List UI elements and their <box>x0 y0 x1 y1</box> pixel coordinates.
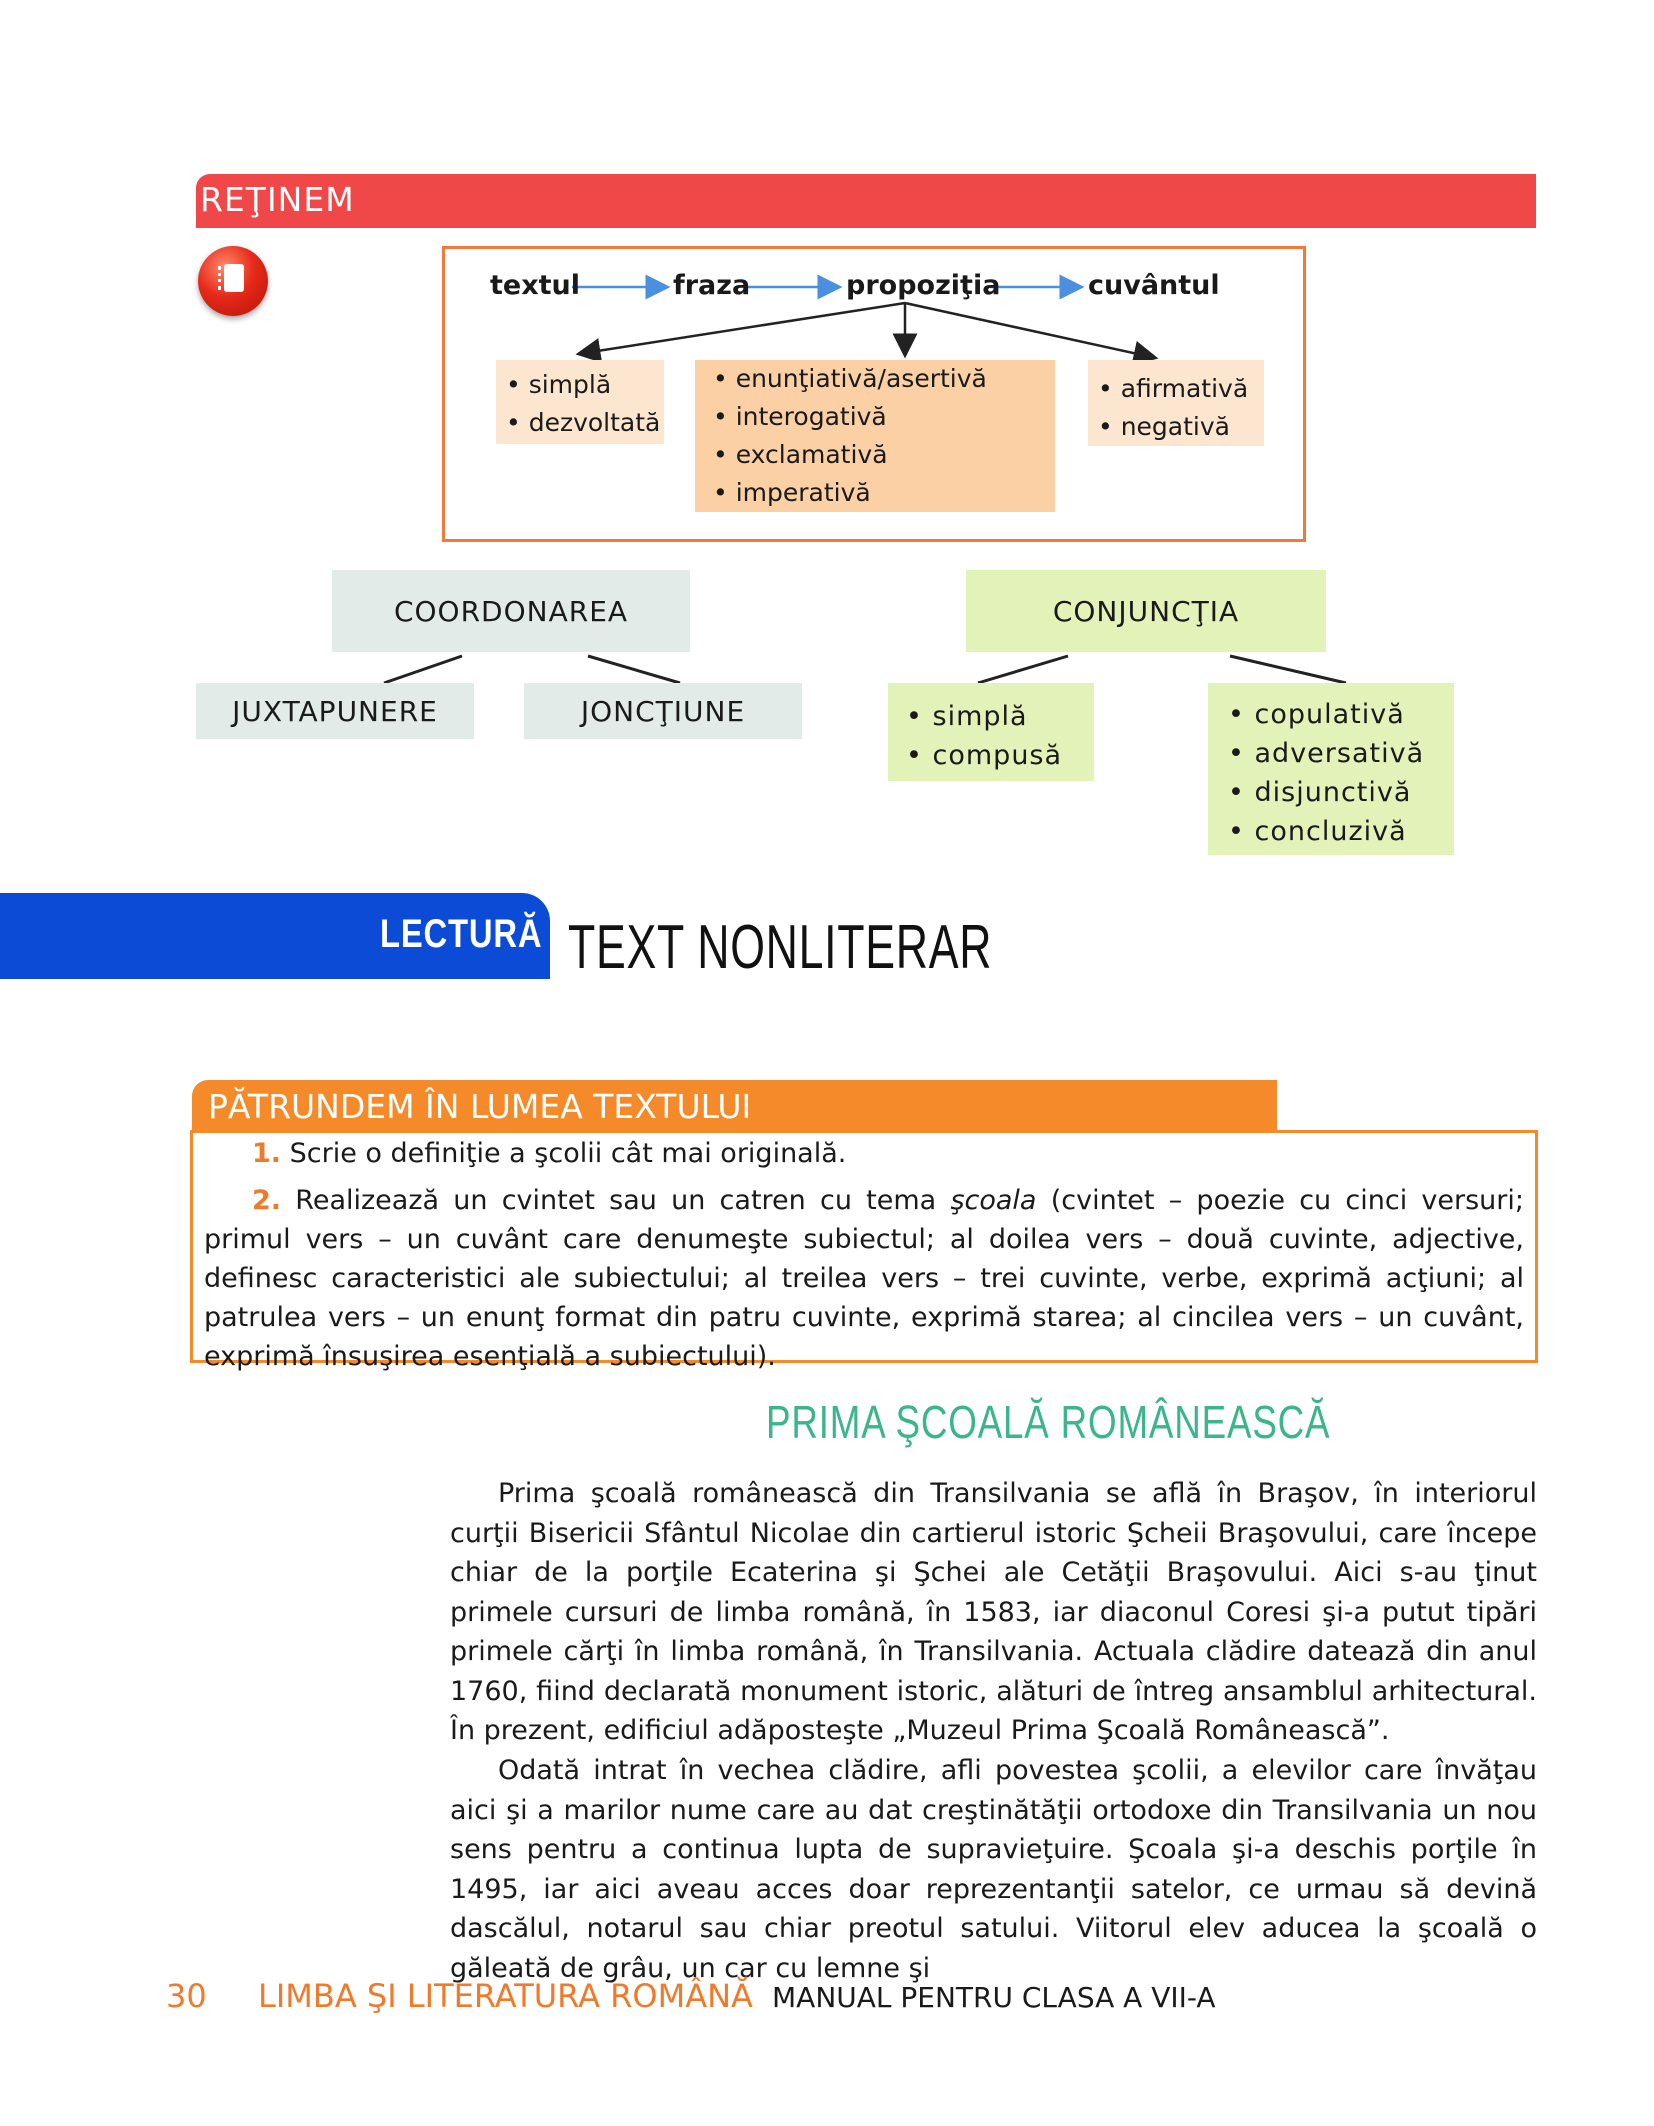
article-paragraph-1: Prima şcoală românească din Transilvania se află în Braşov, în interiorul curţii Bisericii Sfântul Nicolae din cartierul istoric Şcheii Braşovului, care începe chiar de la porţile Ecaterina şi Şchei ale Cetăţii Braşovului. Aici s-au ţinut primele cursuri de limba română, în 1583, iar diaconul Coresi şi-a putut tipări primele cărţi în limba română, în Transilvania. Actuala clădire datează din anul 1760, fiind declarată monument istoric, alături de întreg ansamblul arhitectural. În prezent, edificiul adăposteşte „Muzeul Prima Şcoală Românească”. <box>450 1478 1537 1746</box>
list-item: • interogativă <box>713 398 1055 436</box>
list-item: • copulativă <box>1228 695 1454 734</box>
flow-cuvantul: cuvântul <box>1088 270 1220 301</box>
patrundem-title: PĂTRUNDEM ÎN LUMEA TEXTULUI <box>208 1087 752 1126</box>
article-paragraph-2: Odată intrat în vechea clădire, afli povestea şcolii, a elevilor care învăţau aici şi a marilor nume care au dat creştinătăţii ortodoxe din Transilvania un nou sens pentru a continua lupta de supravieţuire. Şcoala şi-a deschis porţile în 1495, iar aici aveau acces doar reprezentanţii satelor, ce urmau să devină dascălul, notarul sau chiar preotul satului. Viitorul elev aducea la şcoală o găleată de grâu, un car cu lemne şi <box>450 1755 1537 1984</box>
sentence-polarity-box <box>1088 360 1264 446</box>
flow-textul: textul <box>490 270 581 301</box>
lectura-label: LECTURĂ <box>380 912 543 956</box>
task-1-number: 1. <box>252 1138 282 1169</box>
list-item: • exclamativă <box>713 436 1055 474</box>
task-2-text-a: Realizează un cvintet sau un catren cu tema <box>295 1185 937 1216</box>
task-1-text: Scrie o definiţie a şcolii cât mai originală. <box>289 1138 847 1169</box>
footer-subtitle: MANUAL PENTRU CLASA A VII-A <box>772 1981 1216 2014</box>
page-number: 30 <box>166 1977 207 2015</box>
sentence-type-box <box>496 360 664 444</box>
list-item: • concluzivă <box>1228 812 1454 851</box>
list-item: • dezvoltată <box>506 404 664 442</box>
flow-fraza: fraza <box>673 270 751 301</box>
article-title: PRIMA ŞCOALĂ ROMÂNEASCĂ <box>766 1396 1331 1448</box>
list-item: • adversativă <box>1228 734 1454 773</box>
juxtapunere-box: JUXTAPUNERE <box>196 683 474 739</box>
conjunctia-type-box <box>1208 683 1454 855</box>
list-item: • simplă <box>906 697 1094 736</box>
task-2-text-b: (cvintet – poezie cu cinci versuri; primul vers – un cuvânt care denumeşte subiectul; al doilea vers – două cuvinte, adjective, definesc caracteristici ale subiectului; al treilea vers – trei cuvinte, verbe, exprimă acţiuni; al patrulea vers – un enunţ format din patru cuvinte, exprimă starea; al cincilea vers – un cuvânt, exprimă însuşirea esenţială a subiectului). <box>204 1185 1524 1372</box>
task-2-emphasis: şcoala <box>950 1185 1037 1216</box>
list-item: • imperativă <box>713 474 1055 512</box>
retinem-title: REŢINEM <box>200 180 355 219</box>
task-2-number: 2. <box>252 1185 282 1216</box>
conjunctia-box: CONJUNCŢIA <box>966 570 1326 652</box>
lectura-title: TEXT NONLITERAR <box>568 913 993 982</box>
list-item: • enunţiativă/asertivă <box>713 360 1055 398</box>
jonctiune-box: JONCŢIUNE <box>524 683 802 739</box>
coordonarea-box: COORDONAREA <box>332 570 690 652</box>
footer-title: LIMBA ŞI LITERATURA ROMÂNĂ <box>258 1977 753 2015</box>
list-item: • negativă <box>1098 408 1264 446</box>
list-item: • compusă <box>906 736 1094 775</box>
list-item: • simplă <box>506 366 664 404</box>
task-1 <box>252 1134 1522 1173</box>
list-item: • afirmativă <box>1098 370 1264 408</box>
list-item: • disjunctivă <box>1228 773 1454 812</box>
flow-propozitia: propoziţia <box>846 270 1001 301</box>
sentence-purpose-box <box>695 360 1055 512</box>
conjunctia-form-box <box>888 683 1094 781</box>
task-2 <box>204 1181 1524 1376</box>
